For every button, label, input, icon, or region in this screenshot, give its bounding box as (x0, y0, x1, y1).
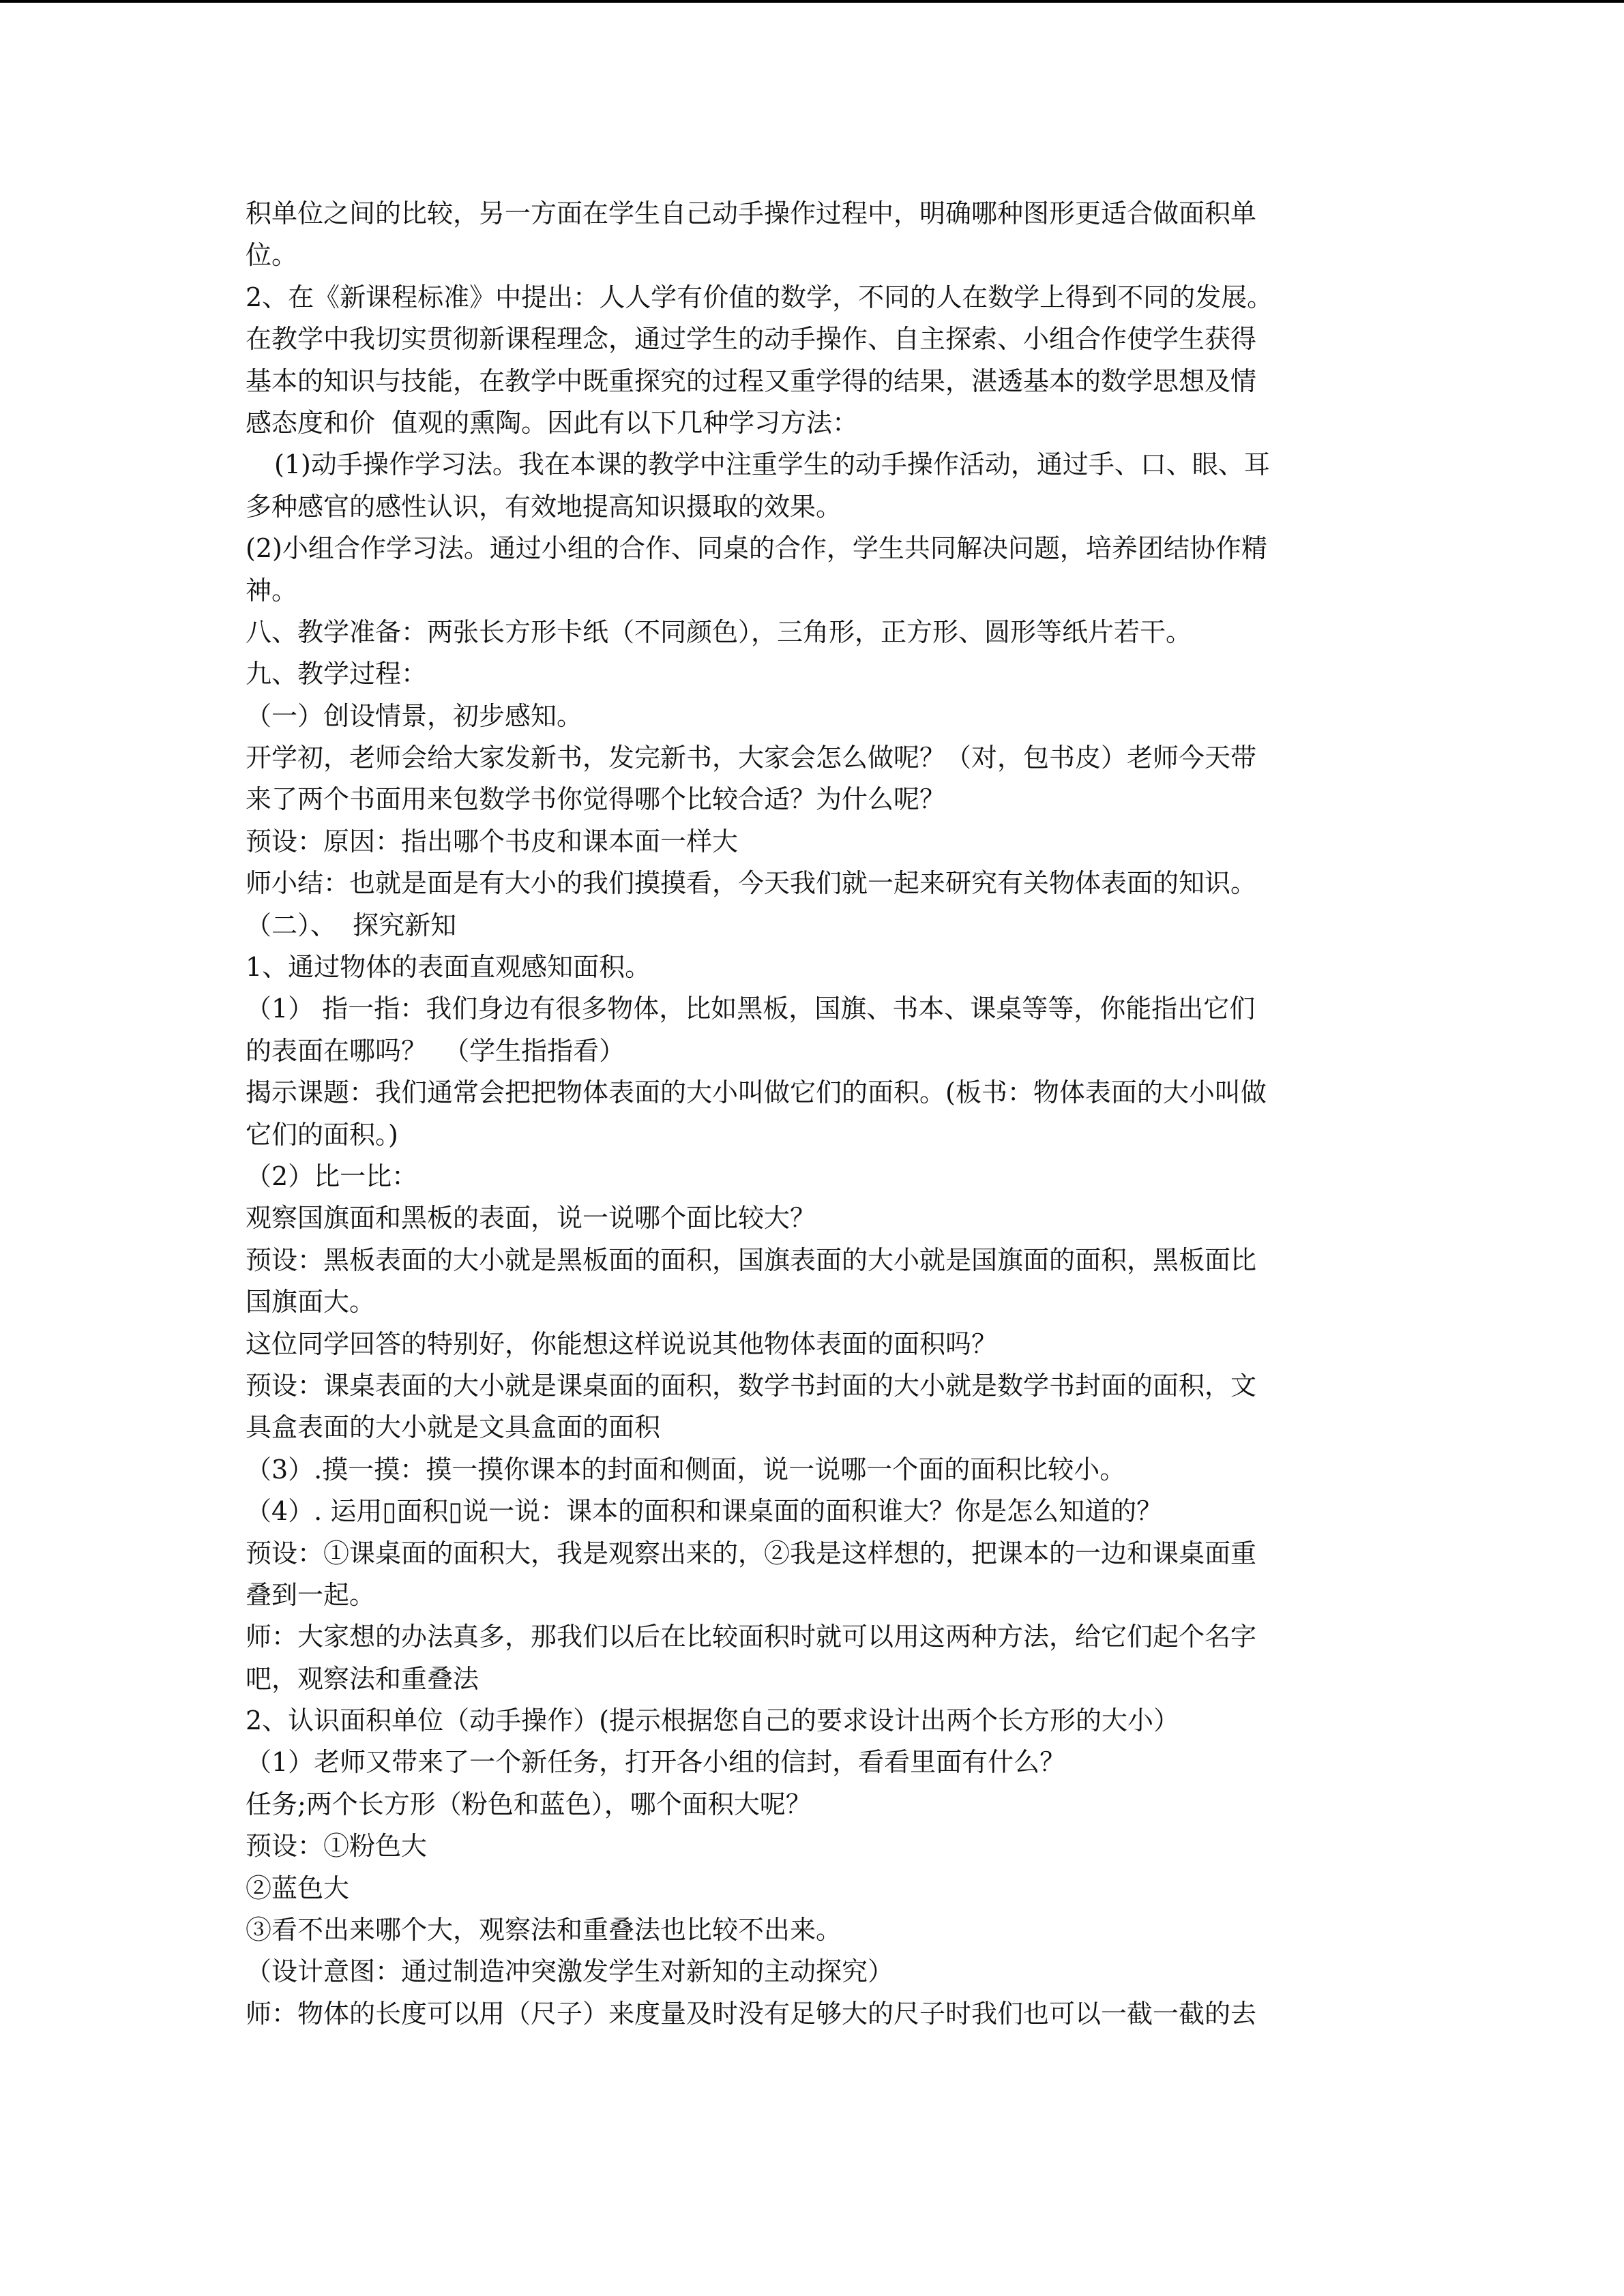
text-line: 师：大家想的办法真多，那我们以后在比较面积时就可以用这两种方法，给它们起个名字 (246, 1622, 1257, 1652)
text-line: 来了两个书面用来包数学书你觉得哪个比较合适？为什么呢？ (246, 784, 946, 815)
text-line: 任务;两个长方形（粉色和蓝色），哪个面积大呢？ (246, 1789, 812, 1819)
text-line: 叠到一起。 (246, 1579, 376, 1610)
text-line: 预设：①课桌面的面积大，我是观察出来的，②我是这样想的，把课本的一边和课桌面重 (246, 1538, 1257, 1568)
text-line: （1）老师又带来了一个新任务，打开各小组的信封，看看里面有什么？ (246, 1747, 1066, 1778)
text-line: （2）比一比： (246, 1161, 418, 1191)
text-line: 预设：课桌表面的大小就是课桌面的面积，数学书封面的大小就是数学书封面的面积，文 (246, 1370, 1257, 1401)
text-line: 师小结：也就是面是有大小的我们摸摸看，今天我们就一起来研究有关物体表面的知识。 (246, 868, 1257, 899)
top-border-line (0, 0, 1624, 3)
text-line: 开学初，老师会给大家发新书，发完新书，大家会怎么做呢？（对，包书皮）老师今天带 (246, 743, 1257, 773)
text-line: 具盒表面的大小就是文具盒面的面积 (246, 1412, 661, 1443)
text-line: 多种感官的感性认识，有效地提高知识摄取的效果。 (246, 491, 842, 522)
text-line: 神。 (246, 575, 298, 606)
text-line: 2、在《新课程标准》中提出：人人学有价值的数学，不同的人在数学上得到不同的发展。 (246, 282, 1273, 312)
text-line: （一）创设情景，初步感知。 (246, 700, 583, 731)
text-line: 位。 (246, 240, 298, 271)
text-line: （3）.摸一摸：摸一摸你课本的封面和侧面，说一说哪一个面的面积比较小。 (246, 1454, 1126, 1485)
text-line: 九、教学过程： (246, 659, 428, 689)
text-line: 预设：①粉色大 (246, 1831, 428, 1862)
text-line: 国旗面大。 (246, 1287, 376, 1317)
text-line: 它们的面积。) (246, 1119, 398, 1150)
text-line: ②蓝色大 (246, 1873, 350, 1903)
text-line: （设计意图：通过制造冲突激发学生对新知的主动探究） (246, 1956, 894, 1987)
text-line: (1)动手操作学习法。我在本课的教学中注重学生的动手操作活动，通过手、口、眼、耳 (274, 449, 1270, 480)
text-line: （二）、 探究新知 (246, 910, 457, 940)
text-line: 这位同学回答的特别好，你能想这样说说其他物体表面的面积吗？ (246, 1328, 998, 1359)
text-line: 预设：原因：指出哪个书皮和课本面一样大 (246, 826, 739, 856)
text-line: ③看不出来哪个大，观察法和重叠法也比较不出来。 (246, 1915, 842, 1945)
text-line: 1、通过物体的表面直观感知面积。 (246, 952, 651, 983)
text-line: 感态度和价 值观的熏陶。因此有以下几种学习方法： (246, 407, 859, 438)
text-line: 基本的知识与技能，在教学中既重探究的过程又重学得的结果，湛透基本的数学思想及情 (246, 366, 1257, 396)
text-line: 在教学中我切实贯彻新课程理念，通过学生的动手操作、自主探索、小组合作使学生获得 (246, 324, 1257, 355)
text-line: 八、教学准备：两张长方形卡纸（不同颜色），三角形，正方形、圆形等纸片若干。 (246, 616, 1192, 647)
text-line: 积单位之间的比较，另一方面在学生自己动手操作过程中，明确哪种图形更适合做面积单 (246, 198, 1257, 228)
document-body (246, 193, 1378, 2035)
text-line: （4）. 运用▯面积▯说一说：课本的面积和课桌面的面积谁大？你是怎么知道的？ (246, 1496, 1163, 1527)
text-line: （1） 指一指：我们身边有很多物体，比如黑板，国旗、书本、课桌等等，你能指出它们 (246, 994, 1256, 1024)
text-line: 师：物体的长度可以用（尺子）来度量及时没有足够大的尺子时我们也可以一截一截的去 (246, 1998, 1257, 2029)
text-line: 吧，观察法和重叠法 (246, 1663, 479, 1694)
text-line: (2)小组合作学习法。通过小组的合作、同桌的合作，学生共同解决问题，培养团结协作精 (246, 533, 1267, 564)
text-line: 预设：黑板表面的大小就是黑板面的面积，国旗表面的大小就是国旗面的面积，黑板面比 (246, 1244, 1257, 1275)
text-line: 的表面在哪吗？ （学生指指看） (246, 1035, 625, 1066)
text-line: 2、认识面积单位（动手操作）(提示根据您自己的要求设计出两个长方形的大小） (246, 1705, 1180, 1736)
text-line: 观察国旗面和黑板的表面，说一说哪个面比较大？ (246, 1203, 816, 1234)
text-line: 揭示课题：我们通常会把把物体表面的大小叫做它们的面积。(板书：物体表面的大小叫做 (246, 1077, 1267, 1108)
